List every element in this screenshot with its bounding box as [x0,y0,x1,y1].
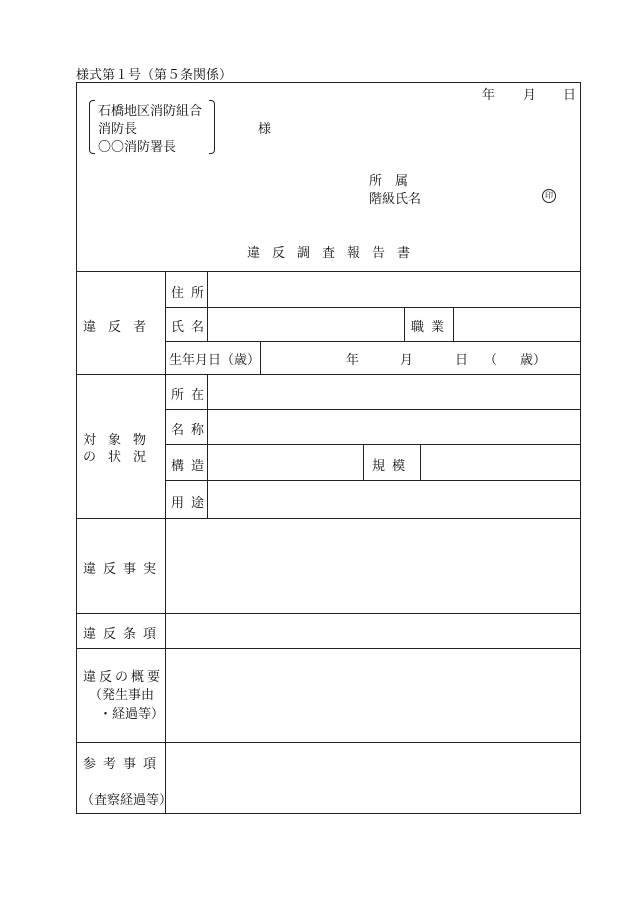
facts-field[interactable] [166,519,580,612]
violator-section-label: 違反者 [83,320,159,335]
violator-address-field[interactable] [208,272,580,306]
addressee-line-1: 石橋地区消防組合 [98,104,203,119]
addressee-honorific: 様 [258,122,272,137]
age-close: 歳） [520,353,547,368]
reference-field[interactable] [166,743,580,813]
location-label: 所在 [171,388,212,403]
address-label: 住所 [171,286,212,301]
target-section-label-2: の状況 [83,450,159,465]
violator-name-field[interactable] [208,308,403,340]
summary-sub-2: ・経過等） [99,707,165,722]
summary-field[interactable] [166,649,580,741]
seal-mark: 印 [542,189,556,203]
addressee-bracket-left [89,100,95,154]
use-field[interactable] [208,481,580,517]
date-month: 月 [523,88,537,103]
use-label: 用途 [171,496,212,511]
birthdate-label: 生年月日（歳） [169,353,261,368]
date-day: 日 [563,88,577,103]
target-name-label: 名称 [171,423,212,438]
location-field[interactable] [208,375,580,408]
date-year: 年 [482,88,496,103]
addressee-line-3: 〇〇消防署長 [98,140,177,155]
birth-month: 月 [400,353,414,368]
structure-label: 構造 [171,459,212,474]
addressee-line-2: 消防長 [98,122,138,137]
rank-name-label: 階級氏名 [369,192,422,207]
birth-day: 日 [455,353,469,368]
form-id: 様式第１号（第５条関係） [76,68,233,83]
target-section-label-1: 対象物 [83,433,159,448]
summary-label: 違反の概要 [83,670,164,685]
structure-field[interactable] [208,445,362,479]
addressee-bracket-right [209,100,215,154]
birth-year: 年 [346,353,360,368]
name-label: 氏名 [171,320,212,335]
reference-sub: （査察経過等） [81,793,173,808]
facts-label: 違反事実 [83,562,164,577]
affiliation-label: 所 属 [369,174,409,189]
age-open: （ [484,353,498,368]
articles-field[interactable] [166,614,580,647]
scale-field[interactable] [421,445,580,479]
occupation-label: 職業 [411,320,452,335]
summary-sub-1: （発生事由 [89,688,155,703]
occupation-field[interactable] [454,308,580,340]
reference-label: 参考事項 [83,757,164,772]
target-name-field[interactable] [208,410,580,443]
report-title: 違反調査報告書 [247,246,423,261]
scale-label: 規模 [372,459,413,474]
articles-label: 違反条項 [83,627,164,642]
